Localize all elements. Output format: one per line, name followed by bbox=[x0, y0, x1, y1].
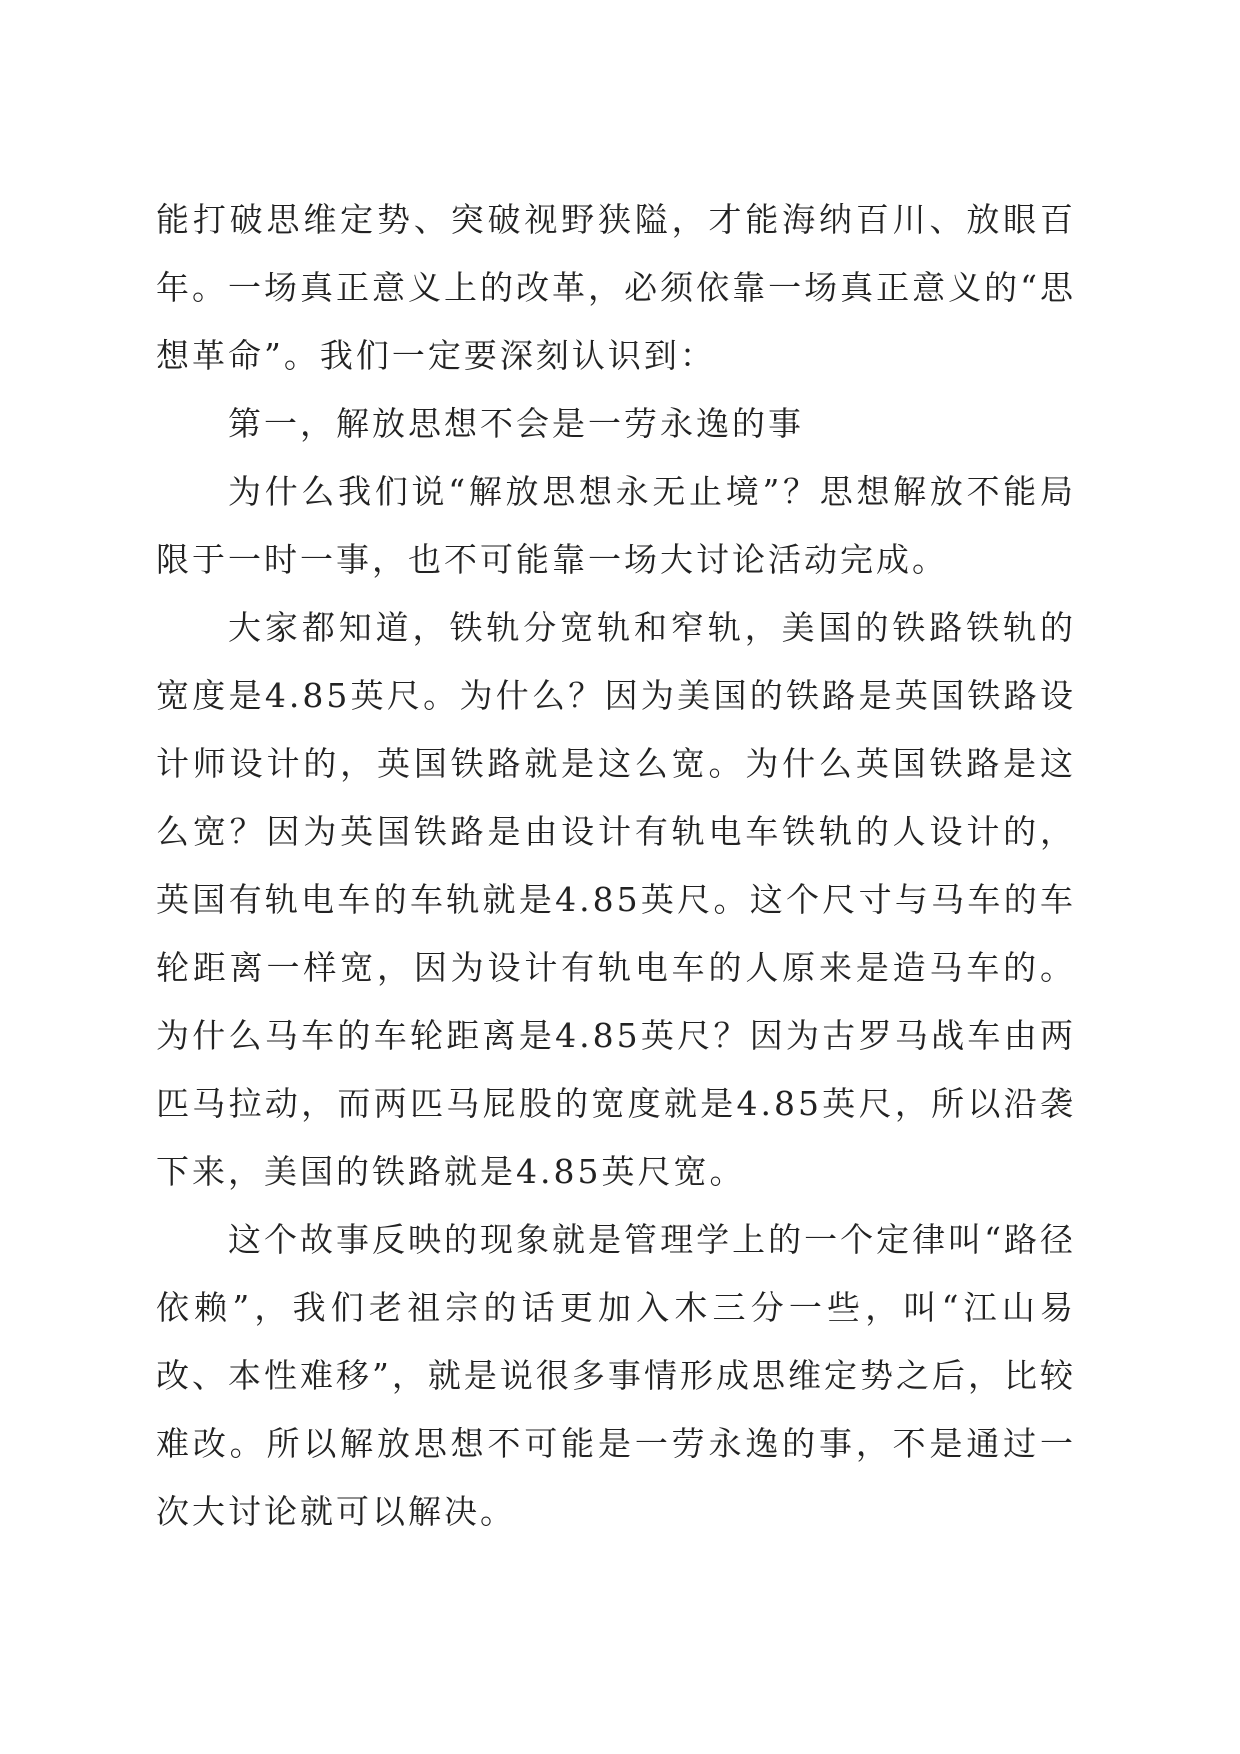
body-text bbox=[156, 186, 1076, 1546]
paragraph: 这个故事反映的现象就是管理学上的一个定律叫“路径依赖”，我们老祖宗的话更加入木三分一些，叫“江山易改、本性难移”，就是说很多事情形成思维定势之后，比较难改。所以解放思想不可能是一劳永逸的事，不是通过一次大讨论就可以解决。 bbox=[156, 1220, 1076, 1531]
section-heading: 第一，解放思想不会是一劳永逸的事 bbox=[228, 404, 804, 443]
paragraph-continuation: 能打破思维定势、突破视野狭隘，才能海纳百川、放眼百年。一场真正意义上的改革，必须依靠一场真正意义的“思想革命”。我们一定要深刻认识到： bbox=[156, 200, 1076, 375]
paragraph: 大家都知道，铁轨分宽轨和窄轨，美国的铁路铁轨的宽度是4.85英尺。为什么？因为美国的铁路是英国铁路设计师设计的，英国铁路就是这么宽。为什么英国铁路是这么宽？因为英国铁路是由设计有轨电车铁轨的人设计的，英国有轨电车的车轨就是4.85英尺。这个尺寸与马车的车轮距离一样宽，因为设计有轨电车的人原来是造马车的。为什么马车的车轮距离是4.85英尺？因为古罗马战车由两匹马拉动，而两匹马屁股的宽度就是4.85英尺，所以沿袭下来，美国的铁路就是4.85英尺宽。 bbox=[156, 608, 1076, 1191]
paragraph: 为什么我们说“解放思想永无止境”？思想解放不能局限于一时一事，也不可能靠一场大讨论活动完成。 bbox=[156, 472, 1076, 579]
